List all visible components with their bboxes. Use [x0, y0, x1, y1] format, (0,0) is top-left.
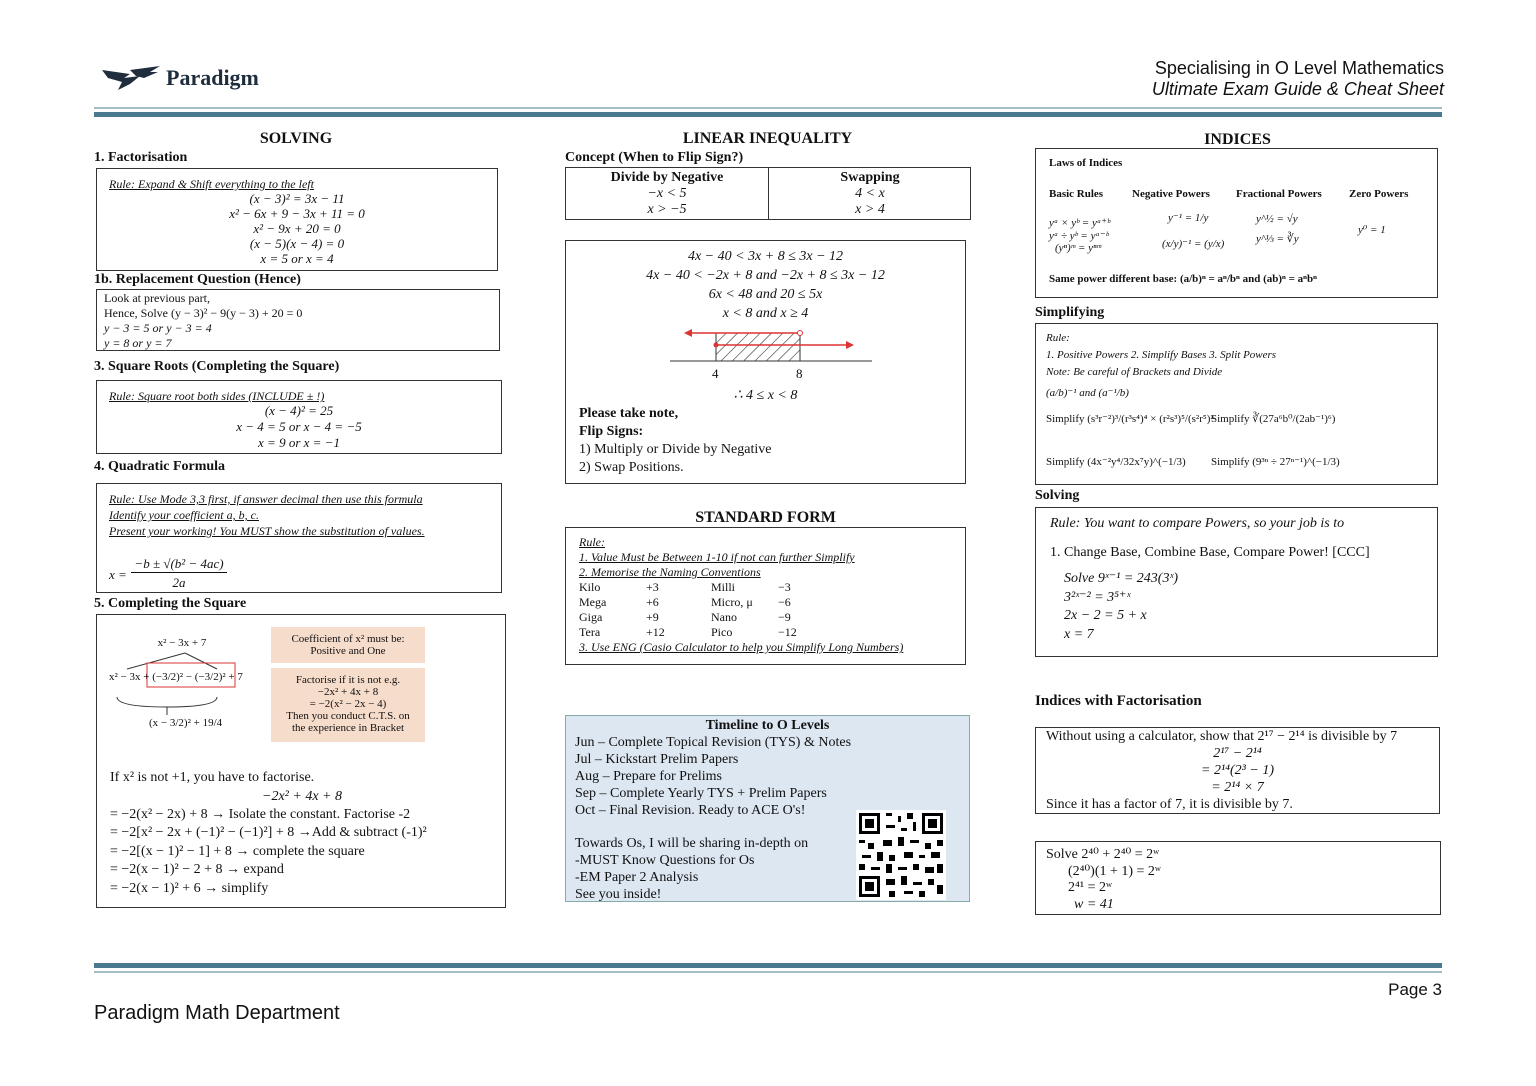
quadratic-heading: 4. Quadratic Formula	[94, 459, 226, 474]
square-roots-step: (x − 4)² = 25	[264, 403, 334, 418]
coefficient-note-line: Coefficient of x² must be:	[291, 633, 405, 645]
logo-text: Paradigm	[166, 65, 259, 90]
number-line-tick: 4	[712, 366, 719, 381]
same-power-rule: Same power different base: (a/b)ⁿ = aⁿ/bⁿ and (ab)ⁿ = aⁿbⁿ	[1049, 273, 1317, 285]
cts-step: = −2[(x − 1)² − 1] + 8 → complete the square	[110, 844, 365, 859]
factorise-note-line: Factorise if it is not e.g.	[295, 674, 401, 686]
square-roots-step: x = 9 or x = −1	[258, 435, 340, 450]
completing-square-box	[96, 614, 506, 908]
factorise-note-line: = −2(x² − 2x − 4)	[309, 698, 387, 710]
prefix-cell: −3	[778, 580, 791, 594]
basic-rule: (yⁿ)ᵐ = yⁿᵐ	[1055, 242, 1102, 254]
cts-expression: −2x² + 4x + 8	[262, 789, 342, 804]
simplifying-rule: Rule:	[1046, 332, 1070, 344]
factorisation-step: x = 5 or x = 4	[260, 251, 334, 266]
simplifying-question: Simplify (s³r⁻²)³/(r³s⁴)⁴ × (r²s³)⁵/(s²r⁵)²	[1046, 413, 1214, 425]
page-number: Page 3	[1388, 980, 1442, 999]
linear-flip-rule: 2) Swap Positions.	[579, 460, 684, 475]
prefix-cell: +6	[646, 595, 659, 609]
standard-form-title: STANDARD FORM	[695, 509, 836, 526]
replacement-line: y = 8 or y = 7	[104, 336, 172, 350]
replacement-line: Look at previous part,	[104, 291, 210, 305]
factorisation-heading: 1. Factorisation	[94, 150, 188, 165]
indices-factorisation-heading: Indices with Factorisation	[1035, 693, 1202, 709]
laws-column-heading: Zero Powers	[1349, 188, 1409, 200]
tagline-secondary: Ultimate Exam Guide & Cheat Sheet	[1151, 79, 1444, 99]
laws-column-heading: Fractional Powers	[1236, 188, 1322, 200]
standard-rule: 3. Use ENG (Casio Calculator to help you Simplify Long Numbers)	[579, 640, 904, 654]
replacement-box	[96, 289, 500, 351]
fractional-power-rule: y^⅓ = ∛y	[1256, 233, 1299, 245]
linear-flip-rule: 1) Multiply or Divide by Negative	[579, 442, 772, 457]
table-header-divide: Divide by Negative	[610, 170, 724, 185]
laws-of-indices-box	[1035, 148, 1438, 298]
square-roots-step: x − 4 = 5 or x − 4 = −5	[236, 419, 362, 434]
timeline-item: Jul – Kickstart Prelim Papers	[575, 752, 739, 767]
coefficient-note	[271, 627, 425, 663]
solve-power-line: (2⁴⁰)(1 + 1) = 2ʷ	[1068, 864, 1161, 879]
basic-rule: yᵃ × yᵇ = yᵃ⁺ᵇ	[1049, 217, 1110, 229]
zero-power-rule: y⁰ = 1	[1358, 224, 1386, 236]
prefix-cell: +9	[646, 610, 659, 624]
simplifying-question: Simplify (9³ⁿ ÷ 27ⁿ⁻¹)^(−1/3)	[1211, 456, 1340, 468]
simplifying-question: Simplify ∛(27a⁶b⁰/(2ab⁻¹)⁶)	[1211, 413, 1336, 425]
cts-step: = −2(x − 1)² + 6 → simplify	[110, 881, 269, 896]
standard-rule: 2. Memorise the Naming Conventions	[579, 565, 761, 579]
timeline-item: Sep – Complete Yearly TYS + Prelim Papers	[575, 786, 827, 801]
replacement-line: y − 3 = 5 or y − 3 = 4	[104, 321, 212, 335]
negative-power-rule: y⁻¹ = 1/y	[1168, 212, 1209, 224]
linear-title: LINEAR INEQUALITY	[682, 130, 853, 147]
prefix-cell: +12	[646, 625, 665, 639]
simplifying-rule: Note: Be careful of Brackets and Divide	[1046, 366, 1223, 378]
factorise-note-line: Then you conduct C.T.S. on	[286, 710, 410, 722]
indices-solving-rule: Rule: You want to compare Powers, so your job is to	[1050, 516, 1345, 531]
timeline-item: Aug – Prepare for Prelims	[575, 769, 722, 784]
cts-diagram-bottom: (x − 3/2)² + 19/4	[149, 717, 223, 729]
prefix-cell: Tera	[579, 625, 601, 639]
fractional-power-rule: y^½ = √y	[1256, 213, 1298, 225]
table-cell: 4 < x	[855, 186, 885, 201]
standard-rule: 1. Value Must be Between 1-10 if not can further Simplify	[579, 550, 855, 564]
table-header-swap: Swapping	[840, 170, 900, 185]
prefix-cell: Pico	[711, 625, 733, 639]
simplifying-rule: (a/b)⁻¹ and (a⁻¹/b)	[1046, 387, 1129, 399]
linear-note: Flip Signs:	[579, 424, 644, 439]
prefix-cell: Kilo	[579, 580, 601, 594]
indices-solving-line: Solve 9ˣ⁻¹ = 243(3ˣ)	[1064, 571, 1179, 586]
linear-work-line: 4x − 40 < 3x + 8 ≤ 3x − 12	[687, 249, 844, 264]
quadratic-rule: Identify your coefficient a, b, c.	[109, 508, 259, 522]
footer-department: Paradigm Math Department	[94, 1002, 340, 1024]
linear-answer: ∴ 4 ≤ x < 8	[733, 388, 798, 403]
prefix-cell: Micro, μ	[711, 595, 753, 609]
factorisation-step: (x − 5)(x − 4) = 0	[249, 236, 345, 251]
indices-solving-line: x = 7	[1064, 627, 1094, 642]
indices-solving-heading: Solving	[1035, 488, 1080, 503]
quadratic-formula-numerator: −b ± √(b² − 4ac)	[131, 556, 227, 573]
square-roots-heading: 3. Square Roots (Completing the Square)	[94, 359, 340, 374]
cts-diagram-top: x² − 3x + 7	[157, 637, 207, 649]
square-roots-rule: Rule: Square root both sides (INCLUDE ± !)	[109, 389, 325, 403]
cts-step: = −2(x² − 2x) + 8 → Isolate the constant. Factorise -2	[110, 807, 411, 822]
timeline-item: Jun – Complete Topical Revision (TYS) & Notes	[575, 735, 852, 750]
replacement-line: Hence, Solve (y − 3)² − 9(y − 3) + 20 = 0	[104, 306, 303, 320]
table-cell: x > −5	[647, 202, 687, 217]
quadratic-formula-denominator: 2a	[172, 575, 186, 590]
linear-work-box	[565, 240, 966, 484]
quadratic-rule: Rule: Use Mode 3,3 first, if answer decimal then use this formula	[109, 492, 423, 506]
replacement-heading: 1b. Replacement Question (Hence)	[94, 272, 301, 287]
laws-column-heading: Negative Powers	[1132, 188, 1210, 200]
prefix-cell: +3	[646, 580, 659, 594]
indices-title: INDICES	[1204, 131, 1271, 148]
factorisation-step: x² − 9x + 20 = 0	[253, 221, 341, 236]
flip-sign-table	[565, 167, 971, 220]
solve-power-line: w = 41	[1074, 897, 1114, 912]
quadratic-rule: Present your working! You MUST show the substitution of values.	[109, 524, 425, 538]
linear-concept: Concept (When to Flip Sign?)	[565, 150, 744, 165]
simplifying-rule: 1. Positive Powers 2. Simplify Bases 3. Split Powers	[1046, 349, 1277, 361]
header-divider	[94, 107, 1442, 109]
cts-step: = −2[x² − 2x + (−1)² − (−1)²] + 8 →Add & subtract (-1)²	[110, 825, 427, 840]
linear-work-line: 4x − 40 < −2x + 8 and −2x + 8 ≤ 3x − 12	[646, 268, 885, 283]
cts-intro: If x² is not +1, you have to factorise.	[110, 770, 315, 785]
indices-factorisation-line: 2¹⁷ − 2¹⁴	[1213, 746, 1262, 761]
indices-solving-line: 3²ˣ⁻² = 3⁵⁺ˣ	[1064, 590, 1131, 605]
linear-work-line: x < 8 and x ≥ 4	[722, 306, 809, 321]
indices-factorisation-line: = 2¹⁴(2³ − 1)	[1201, 763, 1274, 778]
table-cell: −x < 5	[647, 186, 687, 201]
number-line-diagram	[666, 325, 876, 373]
prefix-cell: Giga	[579, 610, 603, 624]
quadratic-box	[96, 483, 502, 593]
table-cell: x > 4	[855, 202, 885, 217]
factorisation-step: x² − 6x + 9 − 3x + 11 = 0	[229, 206, 365, 221]
prefix-cell: −9	[778, 610, 791, 624]
timeline-box	[565, 715, 970, 902]
indices-factorisation-box	[1035, 727, 1440, 814]
square-roots-box	[96, 380, 502, 454]
number-line-tick: 8	[796, 366, 803, 381]
factorise-note-line: −2x² + 4x + 8	[317, 686, 379, 698]
timeline-title: Timeline to O Levels	[705, 718, 830, 733]
timeline-extra: -MUST Know Questions for Os	[575, 853, 755, 868]
indices-factorisation-line: = 2¹⁴ × 7	[1211, 780, 1264, 795]
indices-factorisation-line: Since it has a factor of 7, it is divisible by 7.	[1046, 797, 1293, 812]
quadratic-formula-lhs: x =	[109, 567, 127, 582]
tagline-primary: Specialising in O Level Mathematics	[1154, 58, 1444, 78]
solve-power-box	[1035, 841, 1441, 915]
qr-code-icon[interactable]	[856, 810, 946, 900]
cts-diagram-lines	[107, 649, 277, 749]
simplifying-box	[1035, 323, 1438, 485]
cts-step: = −2(x − 1)² − 2 + 8 → expand	[110, 862, 284, 877]
prefix-cell: −6	[778, 595, 791, 609]
solving-title: SOLVING	[259, 130, 333, 147]
factorisation-box	[96, 168, 498, 271]
coefficient-note-line: Positive and One	[310, 645, 386, 657]
factorisation-rule: Rule: Expand & Shift everything to the left	[109, 177, 314, 191]
basic-rule: yᵃ ÷ yᵇ = yᵃ⁻ᵇ	[1049, 230, 1109, 242]
indices-solving-step: 1. Change Base, Combine Base, Compare Power! [CCC]	[1050, 545, 1370, 560]
timeline-extra: Towards Os, I will be sharing in-depth on	[575, 836, 809, 851]
indices-solving-line: 2x − 2 = 5 + x	[1064, 608, 1147, 623]
indices-solving-box	[1035, 507, 1438, 657]
factorise-note-line: the experience in Bracket	[291, 722, 405, 734]
header-divider-thick	[94, 112, 1442, 117]
standard-form-box	[565, 527, 966, 665]
timeline-item: Oct – Final Revision. Ready to ACE O's!	[575, 803, 806, 818]
logo-wing-icon	[100, 64, 162, 92]
simplifying-heading: Simplifying	[1035, 305, 1105, 320]
indices-factorisation-line: Without using a calculator, show that 2¹⁷ − 2¹⁴ is divisible by 7	[1046, 729, 1398, 744]
factorise-note	[271, 668, 425, 742]
header-tagline	[1152, 58, 1444, 100]
negative-power-rule: (x/y)⁻¹ = (y/x)	[1162, 238, 1225, 250]
solve-power-line: Solve 2⁴⁰ + 2⁴⁰ = 2ʷ	[1046, 847, 1160, 862]
cts-diagram-middle: x² − 3x + (−3/2)² − (−3/2)² + 7	[109, 671, 243, 683]
timeline-extra: See you inside!	[575, 887, 662, 902]
completing-square-heading: 5. Completing the Square	[94, 596, 247, 611]
standard-rule: Rule:	[579, 535, 605, 549]
linear-work-line: 6x < 48 and 20 ≤ 5x	[708, 287, 823, 302]
footer-divider	[94, 971, 1442, 973]
footer-divider-thick	[94, 963, 1442, 968]
timeline-extra: -EM Paper 2 Analysis	[575, 870, 699, 885]
factorisation-step: (x − 3)² = 3x − 11	[249, 191, 345, 206]
prefix-cell: Milli	[711, 580, 736, 594]
logo	[100, 64, 259, 94]
simplifying-question: Simplify (4x⁻²y⁴/32x⁷y)^(−1/3)	[1046, 456, 1186, 468]
prefix-cell: −12	[778, 625, 797, 639]
laws-heading: Laws of Indices	[1049, 157, 1123, 169]
linear-note: Please take note,	[579, 406, 679, 421]
solve-power-line: 2⁴¹ = 2ʷ	[1068, 880, 1112, 895]
prefix-cell: Mega	[579, 595, 607, 609]
laws-column-heading: Basic Rules	[1049, 188, 1104, 200]
prefix-cell: Nano	[711, 610, 737, 624]
